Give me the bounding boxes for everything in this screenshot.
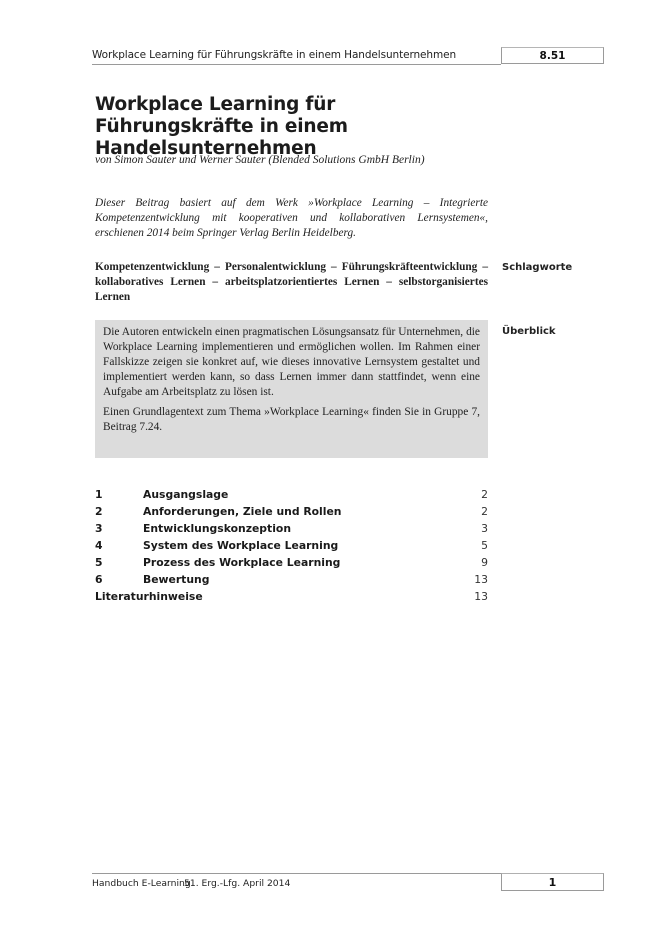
toc-entry-page: 3 bbox=[481, 522, 488, 535]
toc-entry-page: 5 bbox=[481, 539, 488, 552]
running-header bbox=[92, 47, 605, 65]
article-title: Workplace Learning für Führungskräfte in einem Handelsunternehmen bbox=[95, 94, 348, 159]
keywords-text: Kompetenzentwicklung – Personalentwicklung – Führungskräfteentwicklung – kollaboratives Lernen – arbeitsplatzorientiertes Lernen – selbstorganisiertes Lernen bbox=[95, 261, 488, 303]
toc-entry-label: Ausgangslage bbox=[143, 488, 229, 501]
toc-entry-page: 2 bbox=[481, 505, 488, 518]
footer-rule bbox=[92, 873, 501, 874]
toc-entry-label: Bewertung bbox=[143, 573, 210, 586]
toc-entry-number: 1 bbox=[95, 488, 103, 501]
toc-entry-label: System des Workplace Learning bbox=[143, 539, 339, 552]
header-rule bbox=[92, 64, 501, 65]
toc-entry-label: Prozess des Workplace Learning bbox=[143, 556, 341, 569]
toc-entry[interactable] bbox=[95, 537, 488, 554]
toc-entry-page: 9 bbox=[481, 556, 488, 569]
toc-entry-page: 13 bbox=[474, 573, 488, 586]
toc-entry[interactable] bbox=[95, 554, 488, 571]
source-note: Dieser Beitrag basiert auf dem Werk »Workplace Learning – Integrierte Kompetenzentwicklung mit kooperativen und kollaborativen Lernsystemen«, erschienen 2014 beim Springer Verlag Berlin Heidelberg. bbox=[95, 197, 488, 239]
toc-entry[interactable] bbox=[95, 571, 488, 588]
book-title: Handbuch E-Learning bbox=[92, 878, 191, 889]
toc-entry-label: Anforderungen, Ziele und Rollen bbox=[143, 505, 342, 518]
toc-entry-number: 3 bbox=[95, 522, 103, 535]
toc-entry-page: 2 bbox=[481, 488, 488, 501]
section-number-box: 8.51 bbox=[501, 47, 604, 64]
running-title: Workplace Learning für Führungskräfte in einem Handelsunternehmen bbox=[92, 49, 456, 61]
toc-entry-label: Entwicklungskonzeption bbox=[143, 522, 292, 535]
table-of-contents bbox=[95, 486, 488, 605]
toc-entry-page: 13 bbox=[474, 590, 488, 603]
toc-entry-number: 6 bbox=[95, 573, 103, 586]
article-authors: von Simon Sauter und Werner Sauter (Blended Solutions GmbH Berlin) bbox=[95, 154, 425, 166]
toc-entry-label: Literaturhinweise bbox=[95, 590, 203, 603]
overview-paragraph: Die Autoren entwickeln einen pragmatischen Lösungsansatz für Unternehmen, die Workplace Learning implementieren und ermöglichen wollen. Im Rahmen einer Fallskizze zeigen sie konkret auf, wie dieses innovative Lernsystem gestaltet und implementiert werden kann, so dass Lernen immer dann stattfindet, wenn eine Aufgabe am Arbeitsplatz zu lösen ist. bbox=[103, 326, 480, 398]
toc-entry-number: 2 bbox=[95, 505, 103, 518]
overview-box bbox=[95, 320, 488, 458]
toc-entry-references[interactable] bbox=[95, 588, 488, 605]
running-footer bbox=[92, 873, 605, 892]
page-number-box: 1 bbox=[501, 873, 604, 891]
toc-entry[interactable] bbox=[95, 486, 488, 503]
issue-info: 51. Erg.-Lfg. April 2014 bbox=[184, 878, 291, 889]
toc-entry[interactable] bbox=[95, 520, 488, 537]
toc-entry-number: 5 bbox=[95, 556, 103, 569]
toc-entry[interactable] bbox=[95, 503, 488, 520]
overview-label: Überblick bbox=[502, 326, 556, 337]
toc-entry-number: 4 bbox=[95, 539, 103, 552]
keywords-label: Schlagworte bbox=[502, 262, 573, 273]
overview-paragraph: Einen Grundlagentext zum Thema »Workplace Learning« finden Sie in Gruppe 7, Beitrag 7.24. bbox=[103, 406, 480, 433]
